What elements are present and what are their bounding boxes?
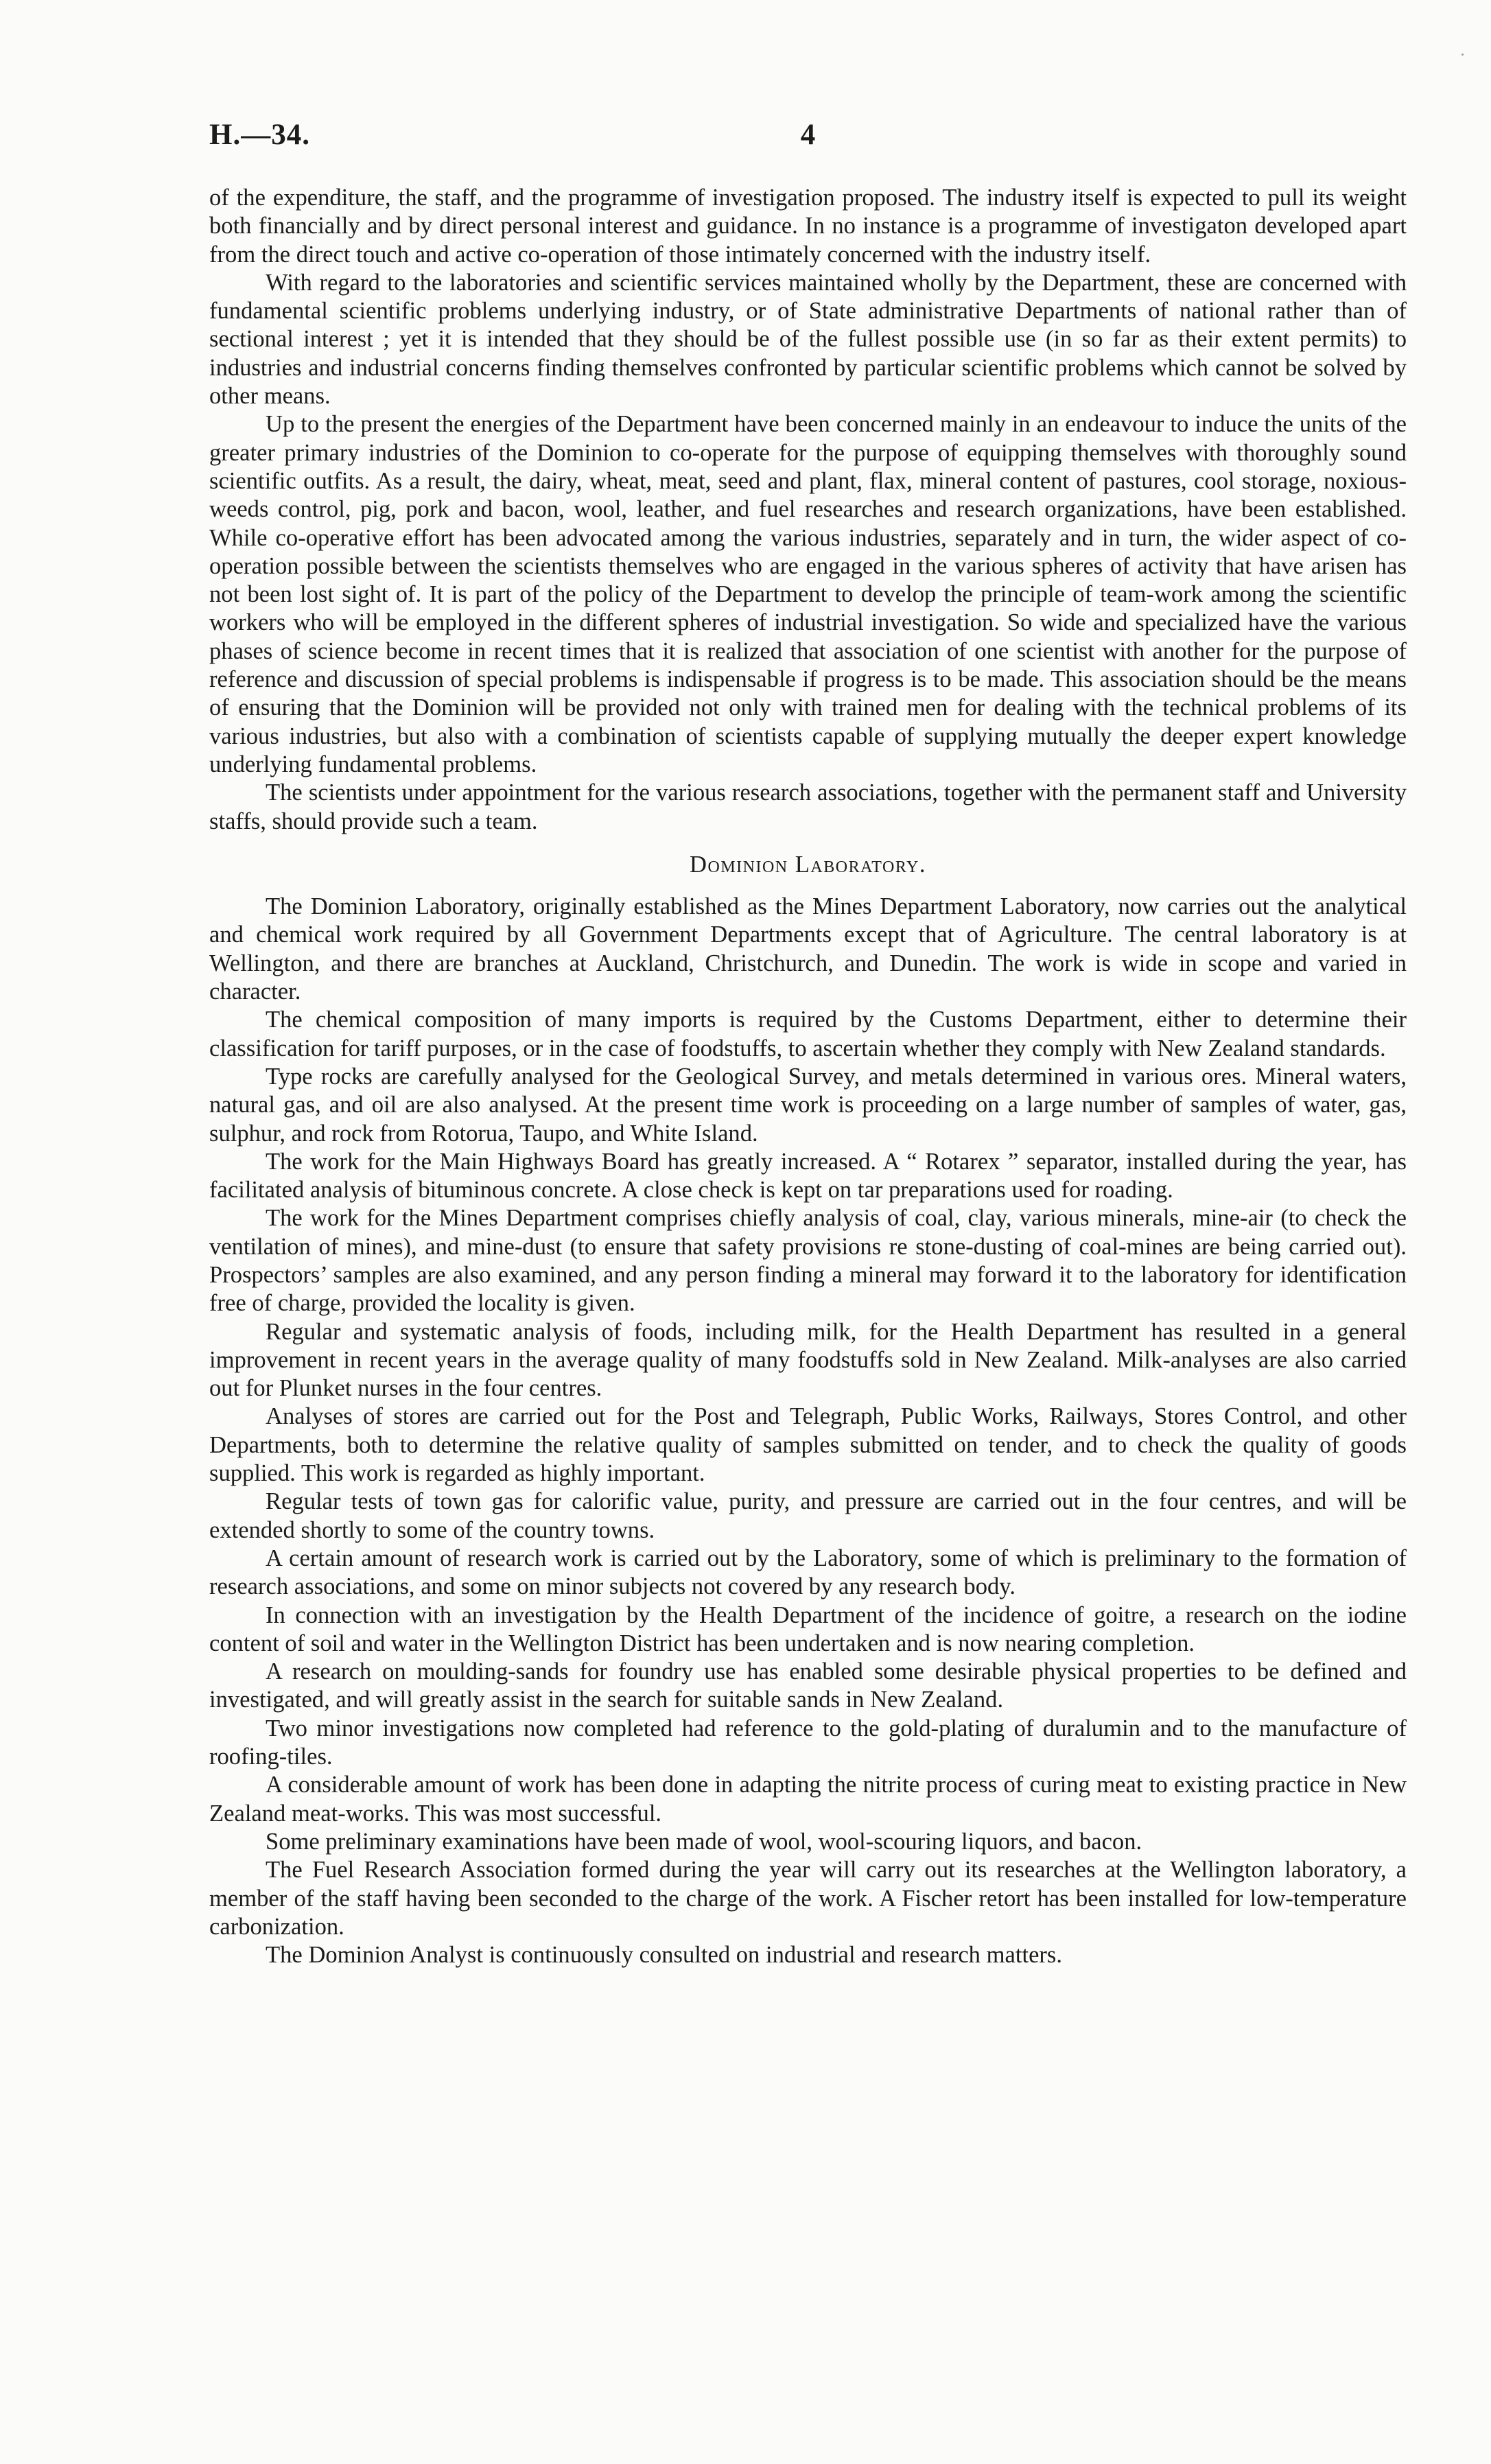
paragraph-fuel-research: The Fuel Research Association formed during the year will carry out its researches at the Wellington laboratory, a member of the staff having been seconded to the charge of the work. A Fischer retort has been installed for low-temperature carbonization. bbox=[209, 1857, 1407, 1940]
paragraph-main-highways: The work for the Main Highways Board has greatly increased. A “ Rotarex ” separator, installed during the year, has facilitated analysis of bituminous concrete. A close check is kept on tar preparations used for roading. bbox=[209, 1148, 1407, 1204]
paragraph-laboratory-overview: The Dominion Laboratory, originally established as the Mines Department Laboratory, now carries out the analytical and chemical work required by all Government Departments except that of Agriculture. The central laboratory is at Wellington, and there are branches at Auckland, Christchurch, and Dunedin. The work is wide in scope and varied in character. bbox=[209, 893, 1407, 1005]
section-heading: Dominion Laboratory. bbox=[690, 851, 926, 878]
body-text bbox=[209, 184, 1407, 1969]
paragraph-health-foods: Regular and systematic analysis of foods, including milk, for the Health Department has resulted in a general improvement in recent years in the average quality of many foodstuffs sold in New Zealand. Milk-analyses are also carried out for Plunket nurses in the four centres. bbox=[209, 1318, 1407, 1402]
paragraph-nitrite-process: A considerable amount of work has been done in adapting the nitrite process of curing meat to existing practice in New Zealand meat-works. This was most successful. bbox=[209, 1772, 1407, 1827]
paragraph-laboratories: With regard to the laboratories and scientific services maintained wholly by the Department, these are concerned with fundamental scientific problems underlying industry, or of State administrative Departments of national rather than of sectional interest ; yet it is intended that they should be of the fullest possible use (in so far as their extent permits) to industries and industrial concerns finding themselves confronted by particular scientific problems which cannot be solved by other means. bbox=[209, 269, 1407, 410]
page-header bbox=[209, 118, 1407, 159]
paragraph-stores: Analyses of stores are carried out for the Post and Telegraph, Public Works, Railways, Stores Control, and other Departments, both to determine the relative quality of samples submitted on tender, and to check the quality of goods supplied. This work is regarded as highly important. bbox=[209, 1403, 1407, 1487]
report-reference: H.—34. bbox=[209, 119, 310, 151]
scan-speck bbox=[1461, 54, 1464, 56]
paragraph-research-work: A certain amount of research work is carried out by the Laboratory, some of which is preliminary to the formation of research associations, and some on minor subjects not covered by any research body. bbox=[209, 1545, 1407, 1600]
paragraph-minor-investigations: Two minor investigations now completed had reference to the gold-plating of duralumin and to the manufacture of roofing-tiles. bbox=[209, 1715, 1407, 1770]
paragraph-team: The scientists under appointment for the various research associations, together with the permanent staff and University staffs, should provide such a team. bbox=[209, 779, 1407, 834]
paragraph-energies: Up to the present the energies of the Department have been concerned mainly in an endeavour to induce the units of the greater primary industries of the Dominion to co-operate for the purpose of equipping themselves with thoroughly sound scientific outfits. As a result, the dairy, wheat, meat, seed and plant, flax, mineral content of pastures, cool storage, noxious-weeds control, pig, pork and bacon, wool, leather, and fuel researches and research organizations, have been established. While co-operative effort has been advocated among the various industries, separately and in turn, the wider aspect of co-operation possible between the scientists themselves who are engaged in the various spheres of activity that have arisen has not been lost sight of. It is part of the policy of the Department to develop the principle of team-work among the scientific workers who will be employed in the different spheres of industrial investigation. So wide and specialized have the various phases of science become in recent times that it is realized that association of one scientist with another for the purpose of reference and discussion of special problems is indispensable if progress is to be made. This association should be the means of ensuring that the Dominion will be provided not only with trained men for dealing with the technical problems of its various industries, but also with a combination of scientists capable of supplying mutually the deeper expert knowledge underlying fundamental problems. bbox=[209, 411, 1407, 777]
paragraph-goitre: In connection with an investigation by the Health Department of the incidence of goitre, a research on the iodine content of soil and water in the Wellington District has been undertaken and is now nearing completion. bbox=[209, 1601, 1407, 1656]
paragraph-moulding-sands: A research on moulding-sands for foundry use has enabled some desirable physical properties to be defined and investigated, and will greatly assist in the search for suitable sands in New Zealand. bbox=[209, 1658, 1407, 1713]
paragraph-continued: of the expenditure, the staff, and the programme of investigation proposed. The industry itself is expected to pull its weight both financially and by direct personal interest and guidance. In no instance is a programme of investigaton developed apart from the direct touch and active co-operation of those intimately concerned with the industry itself. bbox=[209, 185, 1407, 268]
paragraph-wool-bacon: Some preliminary examinations have been made of wool, wool-scouring liquors, and bacon. bbox=[266, 1828, 1142, 1855]
paragraph-mines-department: The work for the Mines Department comprises chiefly analysis of coal, clay, various minerals, mine-air (to check the ventilation of mines), and mine-dust (to ensure that safety provisions re stone-dusting of coal-mines are being carried out). Prospectors’ samples are also examined, and any person finding a mineral may forward it to the laboratory for identification free of charge, provided the locality is given. bbox=[209, 1205, 1407, 1317]
paragraph-town-gas: Regular tests of town gas for calorific value, purity, and pressure are carried out in the four centres, and will be extended shortly to some of the country towns. bbox=[209, 1488, 1407, 1543]
paragraph-geological-survey: Type rocks are carefully analysed for the Geological Survey, and metals determined in various ores. Mineral waters, natural gas, and oil are also analysed. At the present time work is proceeding on a large number of samples of water, gas, sulphur, and rock from Rotorua, Taupo, and White Island. bbox=[209, 1063, 1407, 1147]
paragraph-customs: The chemical composition of many imports is required by the Customs Department, either to determine their classification for tariff purposes, or in the case of foodstuffs, to ascertain whether they comply with New Zealand standards. bbox=[209, 1007, 1407, 1061]
page-number: 4 bbox=[800, 119, 816, 151]
paragraph-dominion-analyst: The Dominion Analyst is continuously consulted on industrial and research matters. bbox=[266, 1942, 1063, 1969]
